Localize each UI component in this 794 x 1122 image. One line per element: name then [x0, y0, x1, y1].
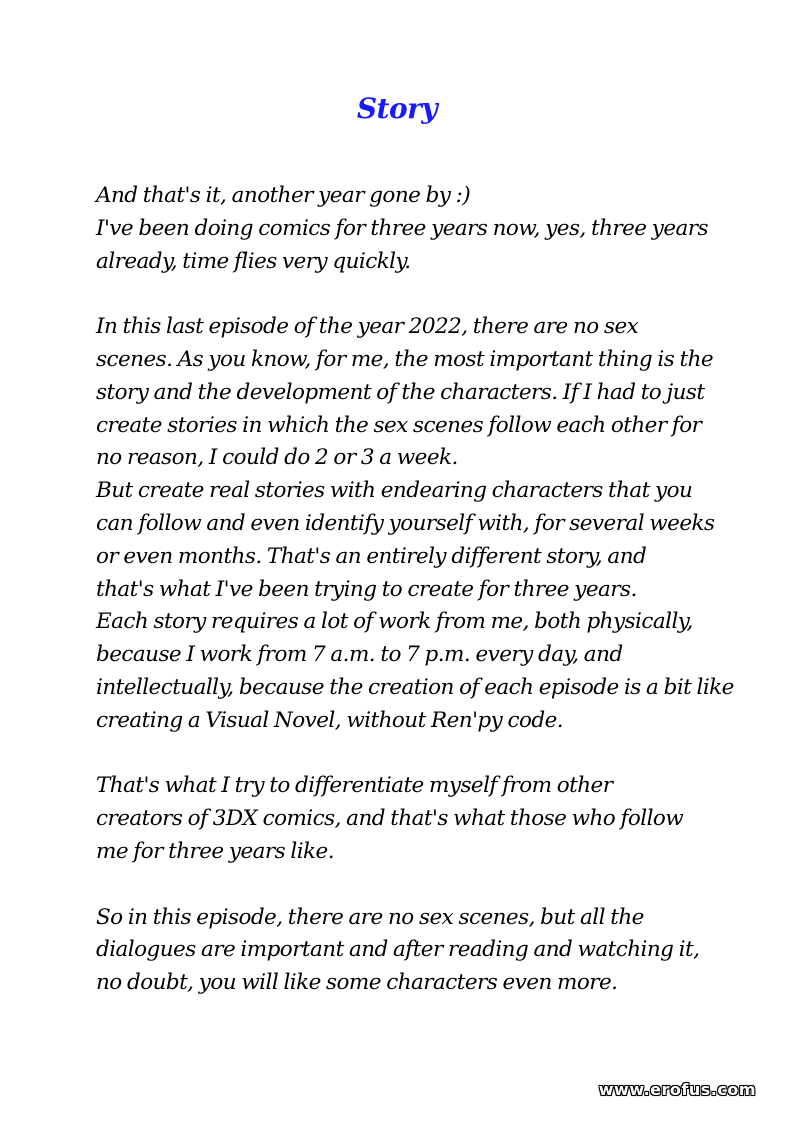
text-line: because I work from 7 a.m. to 7 p.m. every day, and — [96, 642, 623, 668]
text-line: intellectually, because the creation of each episode is a bit like — [96, 674, 734, 700]
text-line: story and the development of the characters. If I had to just — [96, 379, 705, 405]
text-line: that's what I've been trying to create for three years. — [96, 576, 637, 602]
text-line: creators of 3DX comics, and that's what those who follow — [96, 806, 684, 832]
text-line: already, time flies very quickly. — [96, 248, 411, 274]
text-line: or even months. That's an entirely different story, and — [96, 543, 647, 569]
text-line: So in this episode, there are no sex scenes, but all the — [96, 904, 644, 930]
text-line: scenes. As you know, for me, the most important thing is the — [96, 346, 714, 372]
text-line: create stories in which the sex scenes follow each other for — [96, 412, 702, 438]
text-line: Each story requires a lot of work from me, both physically, — [96, 609, 693, 635]
text-line: dialogues are important and after reading and watching it, — [96, 937, 700, 963]
story-body — [96, 180, 736, 1000]
text-line: But create real stories with endearing characters that you — [96, 478, 693, 504]
text-line: In this last episode of the year 2022, there are no sex — [96, 314, 639, 340]
text-line: no doubt, you will like some characters even more. — [96, 970, 618, 996]
text-line: That's what I try to differentiate myself from other — [96, 773, 613, 799]
text-line: I've been doing comics for three years now, yes, three years — [96, 215, 709, 241]
page-title: Story — [356, 92, 438, 125]
watermark: www.erofus.com — [598, 1080, 756, 1099]
text-line: no reason, I could do 2 or 3 a week. — [96, 445, 458, 471]
paragraph-gap — [96, 869, 736, 902]
paragraph-gap — [96, 738, 736, 771]
text-line: me for three years like. — [96, 838, 334, 864]
text-line: creating a Visual Novel, without Ren'py code. — [96, 707, 564, 733]
text-line: And that's it, another year gone by :) — [96, 183, 471, 208]
paragraph-gap — [96, 278, 736, 311]
text-line: can follow and even identify yourself with, for several weeks — [96, 510, 715, 536]
